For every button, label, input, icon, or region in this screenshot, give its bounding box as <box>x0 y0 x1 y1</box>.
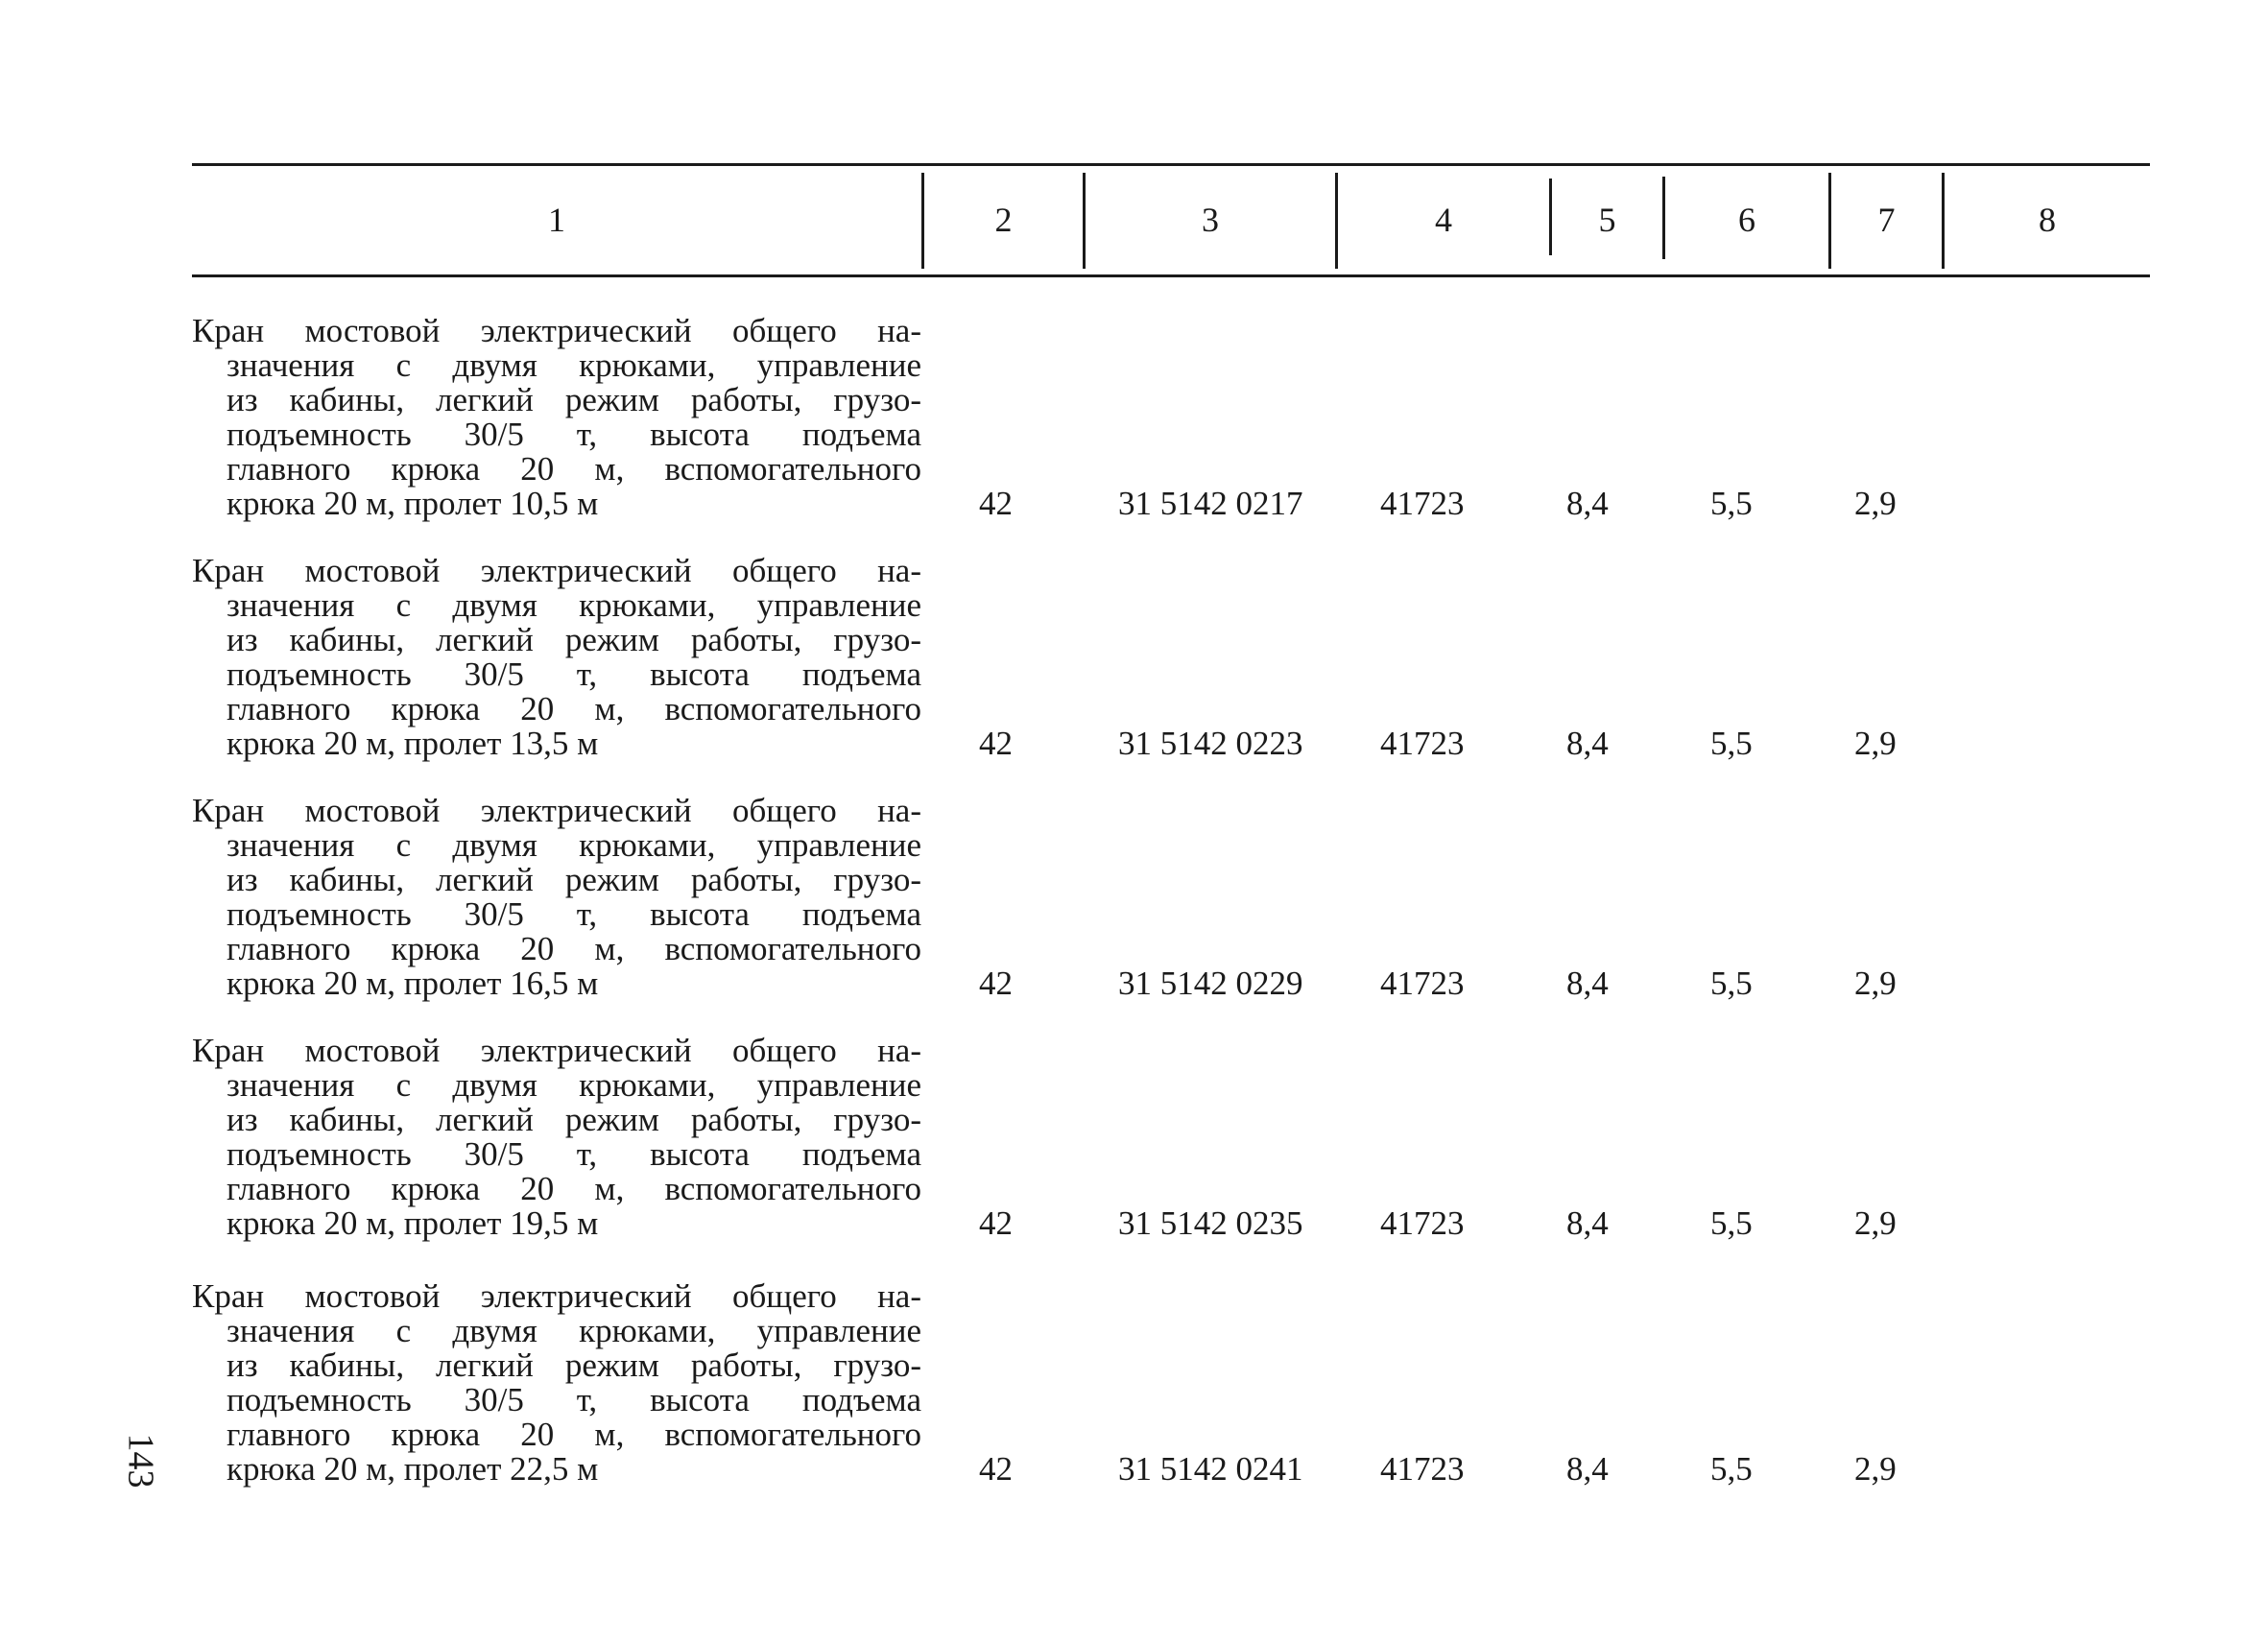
description-line: подъемность 30/5 т, высота подъема <box>227 416 921 453</box>
cell-col-4: 41723 <box>1380 1450 1465 1488</box>
cell-col-2: 42 <box>979 1450 1013 1488</box>
description-line: значения с двумя крюками, управление <box>227 586 921 624</box>
header-col-6: 6 <box>1738 201 1755 239</box>
description-line: из кабины, легкий режим работы, грузо- <box>227 381 921 418</box>
description-line: главного крюка 20 м, вспомогательного <box>227 690 921 727</box>
description-line: Кран мостовой электрический общего на- <box>192 552 921 589</box>
cell-col-6: 5,5 <box>1710 485 1753 522</box>
cell-col-6: 5,5 <box>1710 965 1753 1002</box>
description-line: значения с двумя крюками, управление <box>227 826 921 864</box>
cell-col-3: 31 5142 0229 <box>1118 965 1303 1002</box>
description-line: крюка 20 м, пролет 13,5 м <box>227 725 599 762</box>
description-line: главного крюка 20 м, вспомогательного <box>227 1416 921 1453</box>
cell-col-5: 8,4 <box>1566 965 1609 1002</box>
description-line: из кабины, легкий режим работы, грузо- <box>227 861 921 898</box>
cell-col-6: 5,5 <box>1710 725 1753 762</box>
description-line: главного крюка 20 м, вспомогательного <box>227 1170 921 1207</box>
cell-col-7: 2,9 <box>1854 1450 1897 1488</box>
cell-col-3: 31 5142 0241 <box>1118 1450 1303 1488</box>
description-line: из кабины, легкий режим работы, грузо- <box>227 621 921 658</box>
table-row <box>192 1279 2150 1490</box>
row-description <box>192 314 921 521</box>
table-top-rule <box>192 163 2150 166</box>
header-col-7: 7 <box>1877 201 1896 239</box>
cell-col-5: 8,4 <box>1566 725 1609 762</box>
table-row <box>192 314 2150 525</box>
description-line: подъемность 30/5 т, высота подъема <box>227 895 921 933</box>
cell-col-3: 31 5142 0223 <box>1118 725 1303 762</box>
cell-col-2: 42 <box>979 725 1013 762</box>
description-line: подъемность 30/5 т, высота подъема <box>227 1381 921 1418</box>
description-line: подъемность 30/5 т, высота подъема <box>227 1135 921 1173</box>
description-line: главного крюка 20 м, вспомогательного <box>227 450 921 488</box>
cell-col-4: 41723 <box>1380 965 1465 1002</box>
cell-col-2: 42 <box>979 965 1013 1002</box>
cell-col-5: 8,4 <box>1566 1450 1609 1488</box>
description-line: Кран мостовой электрический общего на- <box>192 792 921 829</box>
table-header <box>192 169 2150 271</box>
cell-col-5: 8,4 <box>1566 485 1609 522</box>
description-line: из кабины, легкий режим работы, грузо- <box>227 1346 921 1384</box>
row-description <box>192 1034 921 1241</box>
page-number: 143 <box>120 1433 161 1489</box>
description-line: главного крюка 20 м, вспомогательного <box>227 930 921 967</box>
description-line: Кран мостовой электрический общего на- <box>192 312 921 349</box>
description-line: Кран мостовой электрический общего на- <box>192 1277 921 1315</box>
description-line: крюка 20 м, пролет 10,5 м <box>227 485 599 522</box>
cell-col-4: 41723 <box>1380 1204 1465 1242</box>
header-col-5: 5 <box>1598 201 1616 239</box>
cell-col-3: 31 5142 0235 <box>1118 1204 1303 1242</box>
description-line: значения с двумя крюками, управление <box>227 1312 921 1349</box>
row-description <box>192 1279 921 1487</box>
cell-col-7: 2,9 <box>1854 965 1897 1002</box>
cell-col-7: 2,9 <box>1854 725 1897 762</box>
cell-col-6: 5,5 <box>1710 1204 1753 1242</box>
table-row <box>192 554 2150 765</box>
cell-col-5: 8,4 <box>1566 1204 1609 1242</box>
cell-col-3: 31 5142 0217 <box>1118 485 1303 522</box>
header-col-4: 4 <box>1435 201 1452 239</box>
cell-col-7: 2,9 <box>1854 485 1897 522</box>
description-line: крюка 20 м, пролет 16,5 м <box>227 965 599 1002</box>
description-line: значения с двумя крюками, управление <box>227 1066 921 1104</box>
header-col-1: 1 <box>548 201 565 239</box>
description-line: подъемность 30/5 т, высота подъема <box>227 655 921 693</box>
cell-col-4: 41723 <box>1380 485 1465 522</box>
header-col-2: 2 <box>994 201 1013 239</box>
cell-col-7: 2,9 <box>1854 1204 1897 1242</box>
cell-col-2: 42 <box>979 1204 1013 1242</box>
description-line: крюка 20 м, пролет 22,5 м <box>227 1450 599 1488</box>
description-line: Кран мостовой электрический общего на- <box>192 1032 921 1069</box>
description-line: значения с двумя крюками, управление <box>227 346 921 384</box>
header-col-8: 8 <box>2039 201 2056 239</box>
table-header-bottom-rule <box>192 274 2150 277</box>
cell-col-4: 41723 <box>1380 725 1465 762</box>
row-description <box>192 794 921 1001</box>
header-col-3: 3 <box>1202 201 1219 239</box>
table-row <box>192 794 2150 1005</box>
row-description <box>192 554 921 761</box>
table-row <box>192 1034 2150 1245</box>
cell-col-6: 5,5 <box>1710 1450 1753 1488</box>
description-line: из кабины, легкий режим работы, грузо- <box>227 1101 921 1138</box>
cell-col-2: 42 <box>979 485 1013 522</box>
description-line: крюка 20 м, пролет 19,5 м <box>227 1204 599 1242</box>
